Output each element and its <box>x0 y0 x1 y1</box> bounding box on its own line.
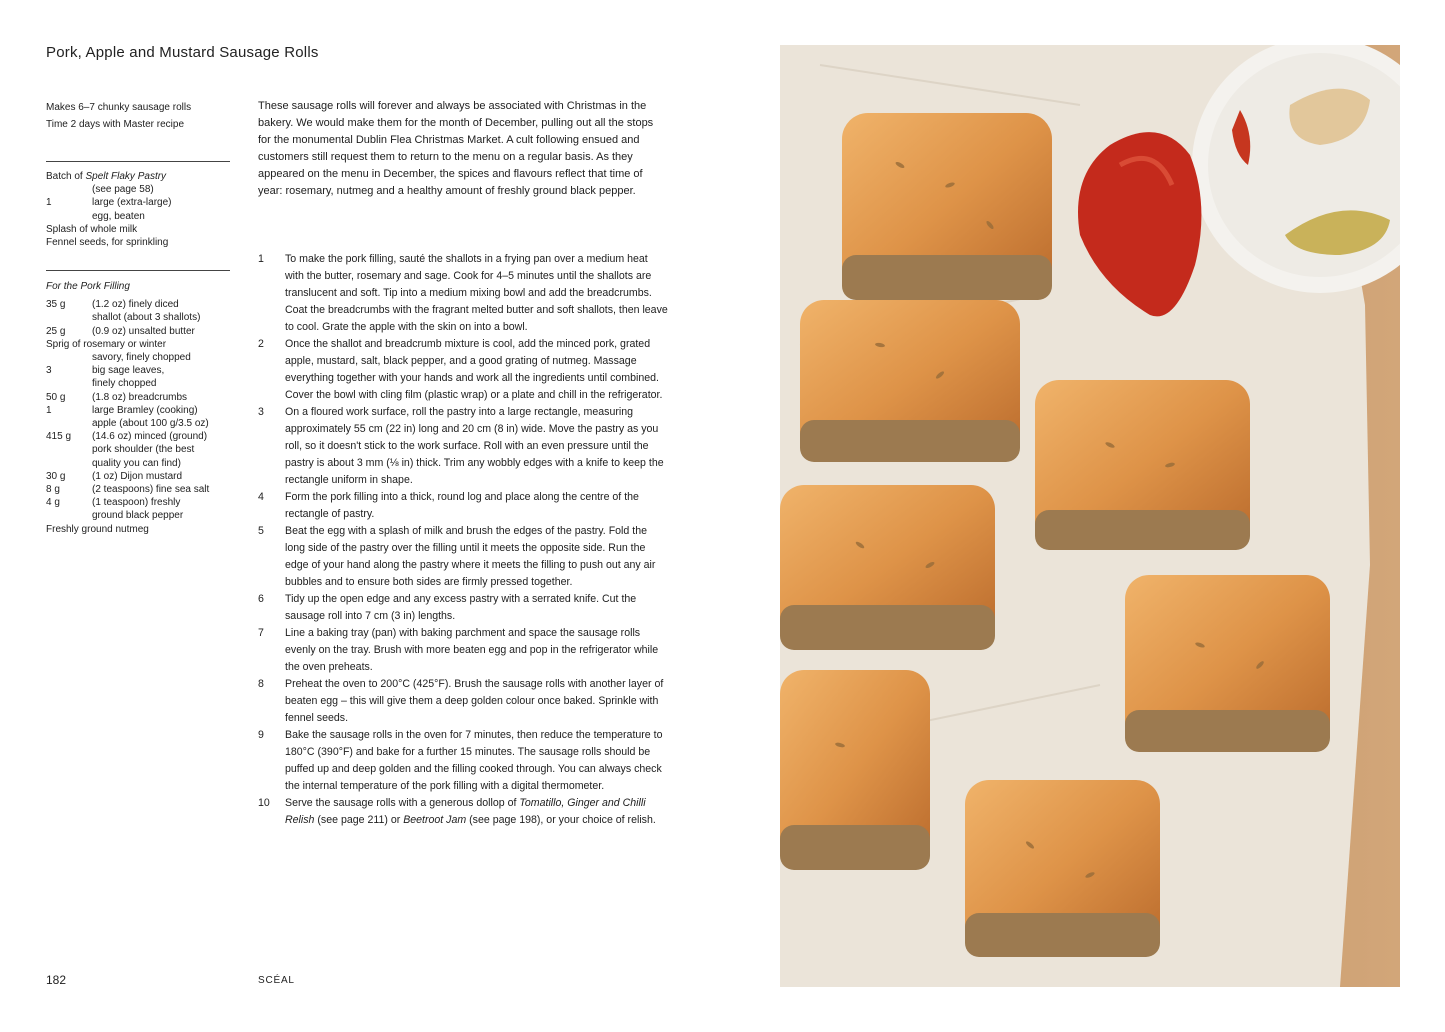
ingredient-line <box>46 364 236 377</box>
step-number: 7 <box>258 627 264 639</box>
ingredient-qty: 1 <box>46 404 52 416</box>
step-number: 6 <box>258 593 264 605</box>
makes-value: 6–7 chunky sausage rolls <box>78 102 192 113</box>
ingredient-text: big sage leaves, <box>92 365 165 377</box>
ingredient-line: Sprig of rosemary or winter <box>46 338 167 350</box>
step-text-part: (see page 211) or <box>314 814 404 826</box>
ingredient-text: savory, finely chopped <box>92 352 191 364</box>
step-number: 4 <box>258 491 264 503</box>
ingredient-text: (0.9 oz) unsalted butter <box>92 325 195 337</box>
ingredient-egg <box>46 196 236 209</box>
makes-label: Makes <box>46 102 76 113</box>
time-line <box>46 116 236 133</box>
divider-rule <box>46 270 230 271</box>
step-text-part: Serve the sausage rolls with a generous dollop of <box>285 797 520 809</box>
step-text: Preheat the oven to 200°C (425°F). Brush the sausage rolls with another layer of beaten egg – this will give them a deep golden colour once baked. Sprinkle with fennel seeds. <box>285 678 664 724</box>
ingredient-text: large (extra-large) <box>92 197 172 209</box>
ingredient-text: (14.6 oz) minced (ground) <box>92 431 208 443</box>
step-text: Beat the egg with a splash of milk and brush the edges of the pastry. Fold the long side of the pastry over the filling until it meets the opposite side. Run the edge of your hand along the pastry where it meets the filling to push out any air bubbles and to ensure both sides are firmly pressed together. <box>285 525 656 588</box>
ingredient-line <box>46 496 236 509</box>
sausage-roll <box>842 113 1052 300</box>
filling-heading: For the Pork Filling <box>46 281 130 292</box>
batch-recipe-name: Spelt Flaky Pastry <box>85 171 167 182</box>
ingredient-fennel: Fennel seeds, for sprinkling <box>46 237 169 249</box>
page-number: 182 <box>46 973 67 987</box>
step-text-part: (see page 198), or your choice of relish. <box>466 814 656 826</box>
ingredient-text: large Bramley (cooking) <box>92 404 198 416</box>
ingredient-text: apple (about 100 g/3.5 oz) <box>92 418 209 430</box>
step-text <box>285 795 668 829</box>
ingredient-qty: 4 g <box>46 497 60 509</box>
step-text: Bake the sausage rolls in the oven for 7 minutes, then reduce the temperature to 180°C (390°F) and bake for a further 15 minutes. The sausage rolls should be puffed up and deep golden and the filling cooked through. You can always check the internal temperature of the pork filling with a digital thermometer. <box>285 729 663 792</box>
ingredient-text: shallot (about 3 shallots) <box>92 312 201 324</box>
method-step <box>258 336 668 404</box>
time-value: 2 days with Master recipe <box>70 119 185 130</box>
method-step <box>258 795 668 829</box>
batch-page-ref: (see page 58) <box>92 184 154 196</box>
ingredient-text: ground black pepper <box>92 510 184 522</box>
method-step <box>258 489 668 523</box>
ingredient-line <box>46 483 236 496</box>
ingredient-qty: 1 <box>46 197 52 209</box>
method-step <box>258 625 668 676</box>
ingredient-text: (2 teaspoons) fine sea salt <box>92 484 210 496</box>
step-number: 9 <box>258 729 264 741</box>
step-number: 8 <box>258 678 264 690</box>
recipe-title: Pork, Apple and Mustard Sausage Rolls <box>46 44 319 61</box>
sausage-roll <box>780 485 995 650</box>
step-text: Once the shallot and breadcrumb mixture is cool, add the minced pork, grated apple, mustard, salt, black pepper, and a good grating of nutmeg. Massage everything together with your hands and work all the ingredients until combined. Cover the bowl with cling film (plastic wrap) or a plate and chill in the refrigerator. <box>285 338 663 401</box>
running-head: SCÉAL <box>258 975 295 986</box>
ingredient-text: quality you can find) <box>92 457 181 469</box>
step-text: To make the pork filling, sauté the shallots in a frying pan over a medium heat with the butter, rosemary and sage. Cook for 4–5 minutes until the shallots are translucent and soft. Tip into a medium mixing bowl and add the breadcrumbs. Coat the breadcrumbs with the fragrant melted butter and soft shallots, then leave to cool. Grate the apple with the skin on into a bowl. <box>285 253 668 333</box>
step-text: Form the pork filling into a thick, round log and place along the centre of the rectangle of pastry. <box>285 491 639 520</box>
ingredient-qty: 415 g <box>46 431 72 443</box>
ingredient-line <box>46 391 236 404</box>
method-step <box>258 404 668 489</box>
ingredient-text: finely chopped <box>92 378 157 390</box>
ingredient-text: (1.8 oz) breadcrumbs <box>92 391 188 403</box>
ingredient-qty: 25 g <box>46 325 66 337</box>
step-number: 1 <box>258 253 264 265</box>
step-text: Tidy up the open edge and any excess pastry with a serrated knife. Cut the sausage roll into 7 cm (3 in) lengths. <box>285 593 637 622</box>
sausage-roll <box>780 670 930 870</box>
ingredient-text: (1 oz) Dijon mustard <box>92 470 183 482</box>
ingredient-text: egg, beaten <box>92 210 145 222</box>
method-step <box>258 676 668 727</box>
sausage-roll <box>1035 380 1250 550</box>
sausage-roll <box>1125 575 1330 752</box>
filling-ingredients <box>46 280 236 536</box>
method-step <box>258 523 668 591</box>
step-number: 2 <box>258 338 264 350</box>
ingredient-milk: Splash of whole milk <box>46 223 138 235</box>
ingredient-line <box>46 298 236 311</box>
batch-prefix: Batch of <box>46 171 86 182</box>
recipe-meta <box>46 99 236 133</box>
ingredient-line <box>46 470 236 483</box>
ingredient-text: (1.2 oz) finely diced <box>92 299 179 311</box>
ingredient-qty: 30 g <box>46 470 66 482</box>
relish-recipe-ref: Tomatillo, Ginger and Chilli Relish <box>285 797 646 826</box>
ingredient-text: pork shoulder (the best <box>92 444 195 456</box>
ingredient-qty: 50 g <box>46 391 66 403</box>
sausage-roll <box>965 780 1160 957</box>
ingredient-line <box>46 430 236 443</box>
ingredient-line <box>46 404 236 417</box>
ingredient-line: Freshly ground nutmeg <box>46 523 149 535</box>
method-step <box>258 727 668 795</box>
method-steps <box>258 251 668 829</box>
step-text: Line a baking tray (pan) with baking parchment and space the sausage rolls evenly on the tray. Brush with more beaten egg and pop in the refrigerator while the oven preheats. <box>285 627 659 673</box>
step-number: 5 <box>258 525 264 537</box>
sausage-roll <box>800 300 1020 462</box>
pastry-ingredients <box>46 170 236 249</box>
ingredient-batch <box>46 170 236 183</box>
makes-line <box>46 99 236 116</box>
method-step <box>258 591 668 625</box>
time-label: Time <box>46 119 68 130</box>
sausage-rolls-photo <box>780 45 1400 987</box>
intro-paragraph: These sausage rolls will forever and always be associated with Christmas in the bakery. We would make them for the month of December, pulling out all the stops for the monumental Dublin Flea Christmas Market. A cult following ensued and customers still request them to return to the menu on a regular basis. As they appeared on the menu in December, the spices and flavours reflect that time of year: rosemary, nutmeg and a healthy amount of freshly ground black pepper. <box>258 100 654 197</box>
ingredient-line <box>46 325 236 338</box>
step-text: On a floured work surface, roll the pastry into a large rectangle, measuring approximately 55 cm (22 in) long and 20 cm (8 in) wide. Move the pastry as you roll, so it doesn't stick to the work surface. Roll with an even pressure until the pastry is about 3 mm (⅛ in) thick. Trim any wobbly edges with a knife to keep the rectangle uniform in shape. <box>285 406 664 486</box>
step-number: 10 <box>258 797 270 809</box>
method-step <box>258 251 668 336</box>
divider-rule <box>46 161 230 162</box>
step-number: 3 <box>258 406 264 418</box>
ingredient-qty: 35 g <box>46 299 66 311</box>
ingredient-qty: 3 <box>46 365 52 377</box>
ingredient-qty: 8 g <box>46 484 60 496</box>
ingredient-text: (1 teaspoon) freshly <box>92 497 181 509</box>
jam-recipe-ref: Beetroot Jam <box>403 814 467 826</box>
